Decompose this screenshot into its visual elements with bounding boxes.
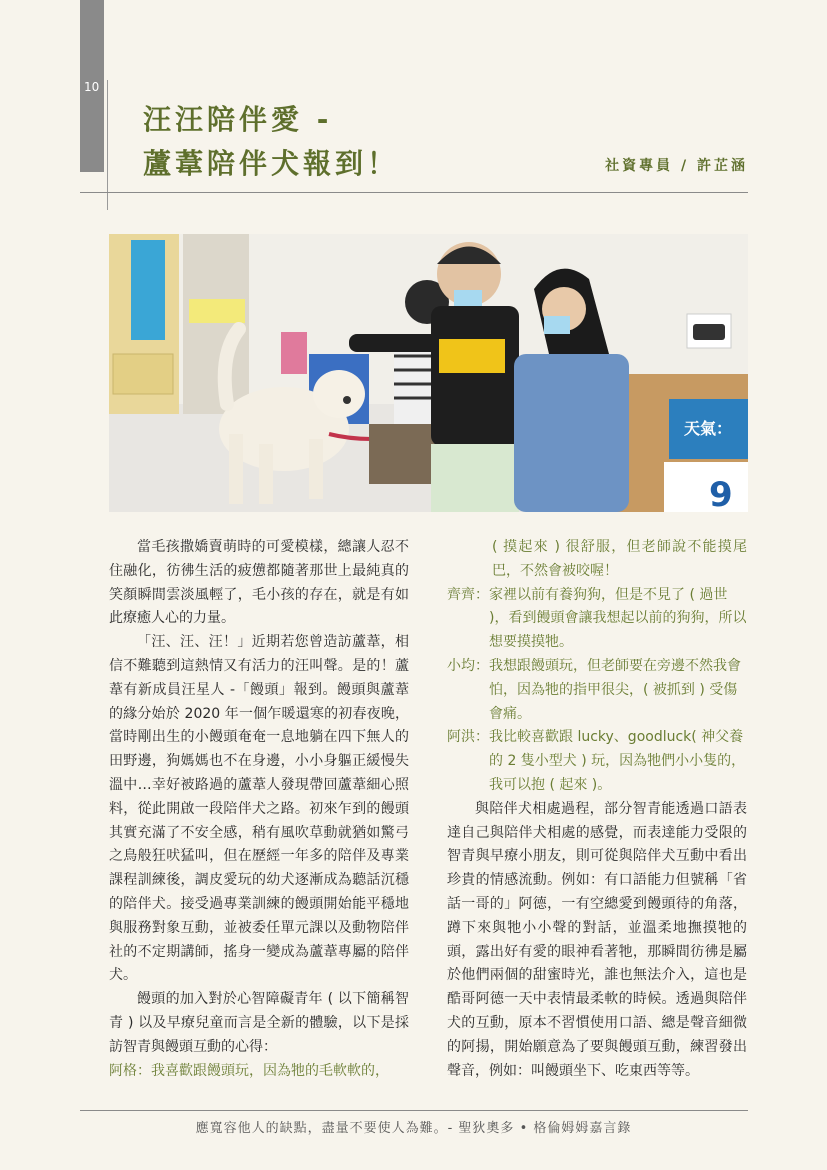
intro-paragraph: 當毛孩撒嬌賣萌時的可愛模樣，總讓人忍不住融化，彷彿生活的疲憊都隨著那世上最純真的笑顏瞬間雲淡風輕了，毛小孩的存在，就是有如此療癒人心的力量。 [109, 539, 409, 627]
article-title [143, 98, 399, 186]
quote-speaker: 阿洪： [447, 729, 489, 746]
header-rule [80, 192, 748, 193]
article-byline: 社資專員 / 許芷涵 [605, 158, 748, 174]
quote-continuation: ( 摸起來 ) 很舒服，但老師說不能摸尾巴，不然會被咬喔！ [492, 539, 747, 579]
interview-quote [447, 584, 747, 655]
right-text-column [447, 536, 747, 1083]
calendar-number: 9 [709, 475, 733, 512]
quote-text: 我喜歡跟饅頭玩，因為牠的毛軟軟的， [151, 1062, 389, 1079]
interview-quote [447, 655, 747, 726]
weather-board-text: 天氣： [684, 419, 733, 438]
closing-paragraph: 與陪伴犬相處過程，部分智青能透過口語表達自己與陪伴犬相處的感覺，而表達能力受限的智青與早療小朋友，則可從與陪伴犬互動中看出珍貴的情感流動。例如：有口語能力但號稱「省話一哥的」阿德，一有空總愛到饅頭待的角落，蹲下來與牠小小聲的對話，並溫柔地撫摸牠的頭，露出好有愛的眼神看著牠，那瞬間彷彿是屬於他們兩個的甜蜜時光，誰也無法介入，這也是酷哥阿德一天中表情最柔軟的時候。透過與陪伴犬的互動，原本不習慣使用口語、總是聲音細微的阿揚，開始願意為了要與饅頭互動，練習發出聲音，例如：叫饅頭坐下、吃東西等等。 [447, 800, 747, 1079]
quote-text: 我想跟饅頭玩，但老師要在旁邊不然我會怕，因為牠的指甲很尖，( 被抓到 ) 受傷會痛。 [489, 657, 741, 722]
quote-speaker: 阿格： [109, 1062, 151, 1079]
left-text-column [109, 536, 409, 1083]
footer-rule [80, 1110, 748, 1111]
title-line-1: 汪汪陪伴愛 - [143, 103, 333, 136]
story-paragraph: 「汪、汪、汪！」近期若您曾造訪蘆葦，相信不難聽到這熱情又有活力的汪叫聲。是的！蘆葦有新成員汪星人 -「饅頭」報到。饅頭與蘆葦的緣分始於 2020 年一個乍暖還寒的初春夜晚，當時剛出生的小饅頭奄奄一息地躺在四下無人的田野邊，狗媽媽也不在身邊，小小身軀正緩慢失溫中…幸好被路過的蘆葦人發現帶回蘆葦細心照料，從此開啟一段陪伴犬之路。初來乍到的饅頭其實充滿了不安全感，稍有風吹草動就猶如驚弓之鳥般狂吠猛叫，但在歷經一年多的陪伴及專業課程訓練後，調皮愛玩的幼犬逐漸成為聽話沉穩的陪伴犬。接受過專業訓練的饅頭開始能平穩地與服務對象互動，並被委任單元課以及動物陪伴社的不定期講師，搖身一變成為蘆葦專屬的陪伴犬。 [109, 634, 409, 984]
quote-speaker: 小均： [447, 657, 489, 674]
article-photo [109, 234, 748, 512]
interview-intro-paragraph: 饅頭的加入對於心智障礙青年 ( 以下簡稱智青 ) 以及早療兒童而言是全新的體驗，以下是採訪智青與饅頭互動的心得： [109, 991, 409, 1055]
quote-text: 家裡以前有養狗狗，但是不見了 ( 過世 )，看到饅頭會讓我想起以前的狗狗，所以想要摸摸牠。 [489, 586, 747, 651]
title-divider-line [107, 80, 108, 210]
interview-quote [109, 1060, 409, 1084]
quote-text: 我比較喜歡跟 lucky、goodluck( 神父養的 2 隻小型犬 ) 玩，因為牠們小小隻的，我可以抱 ( 起來 )。 [489, 729, 746, 793]
page-number: 10 [84, 80, 100, 94]
quote-speaker: 齊齊： [447, 586, 489, 603]
interview-quote [447, 726, 747, 797]
title-line-2: 蘆葦陪伴犬報到！ [143, 147, 400, 180]
footer-quote: 應寬容他人的缺點，盡量不要使人為難。- 聖狄奧多 • 格倫姆姆嘉言錄 [195, 1121, 632, 1136]
